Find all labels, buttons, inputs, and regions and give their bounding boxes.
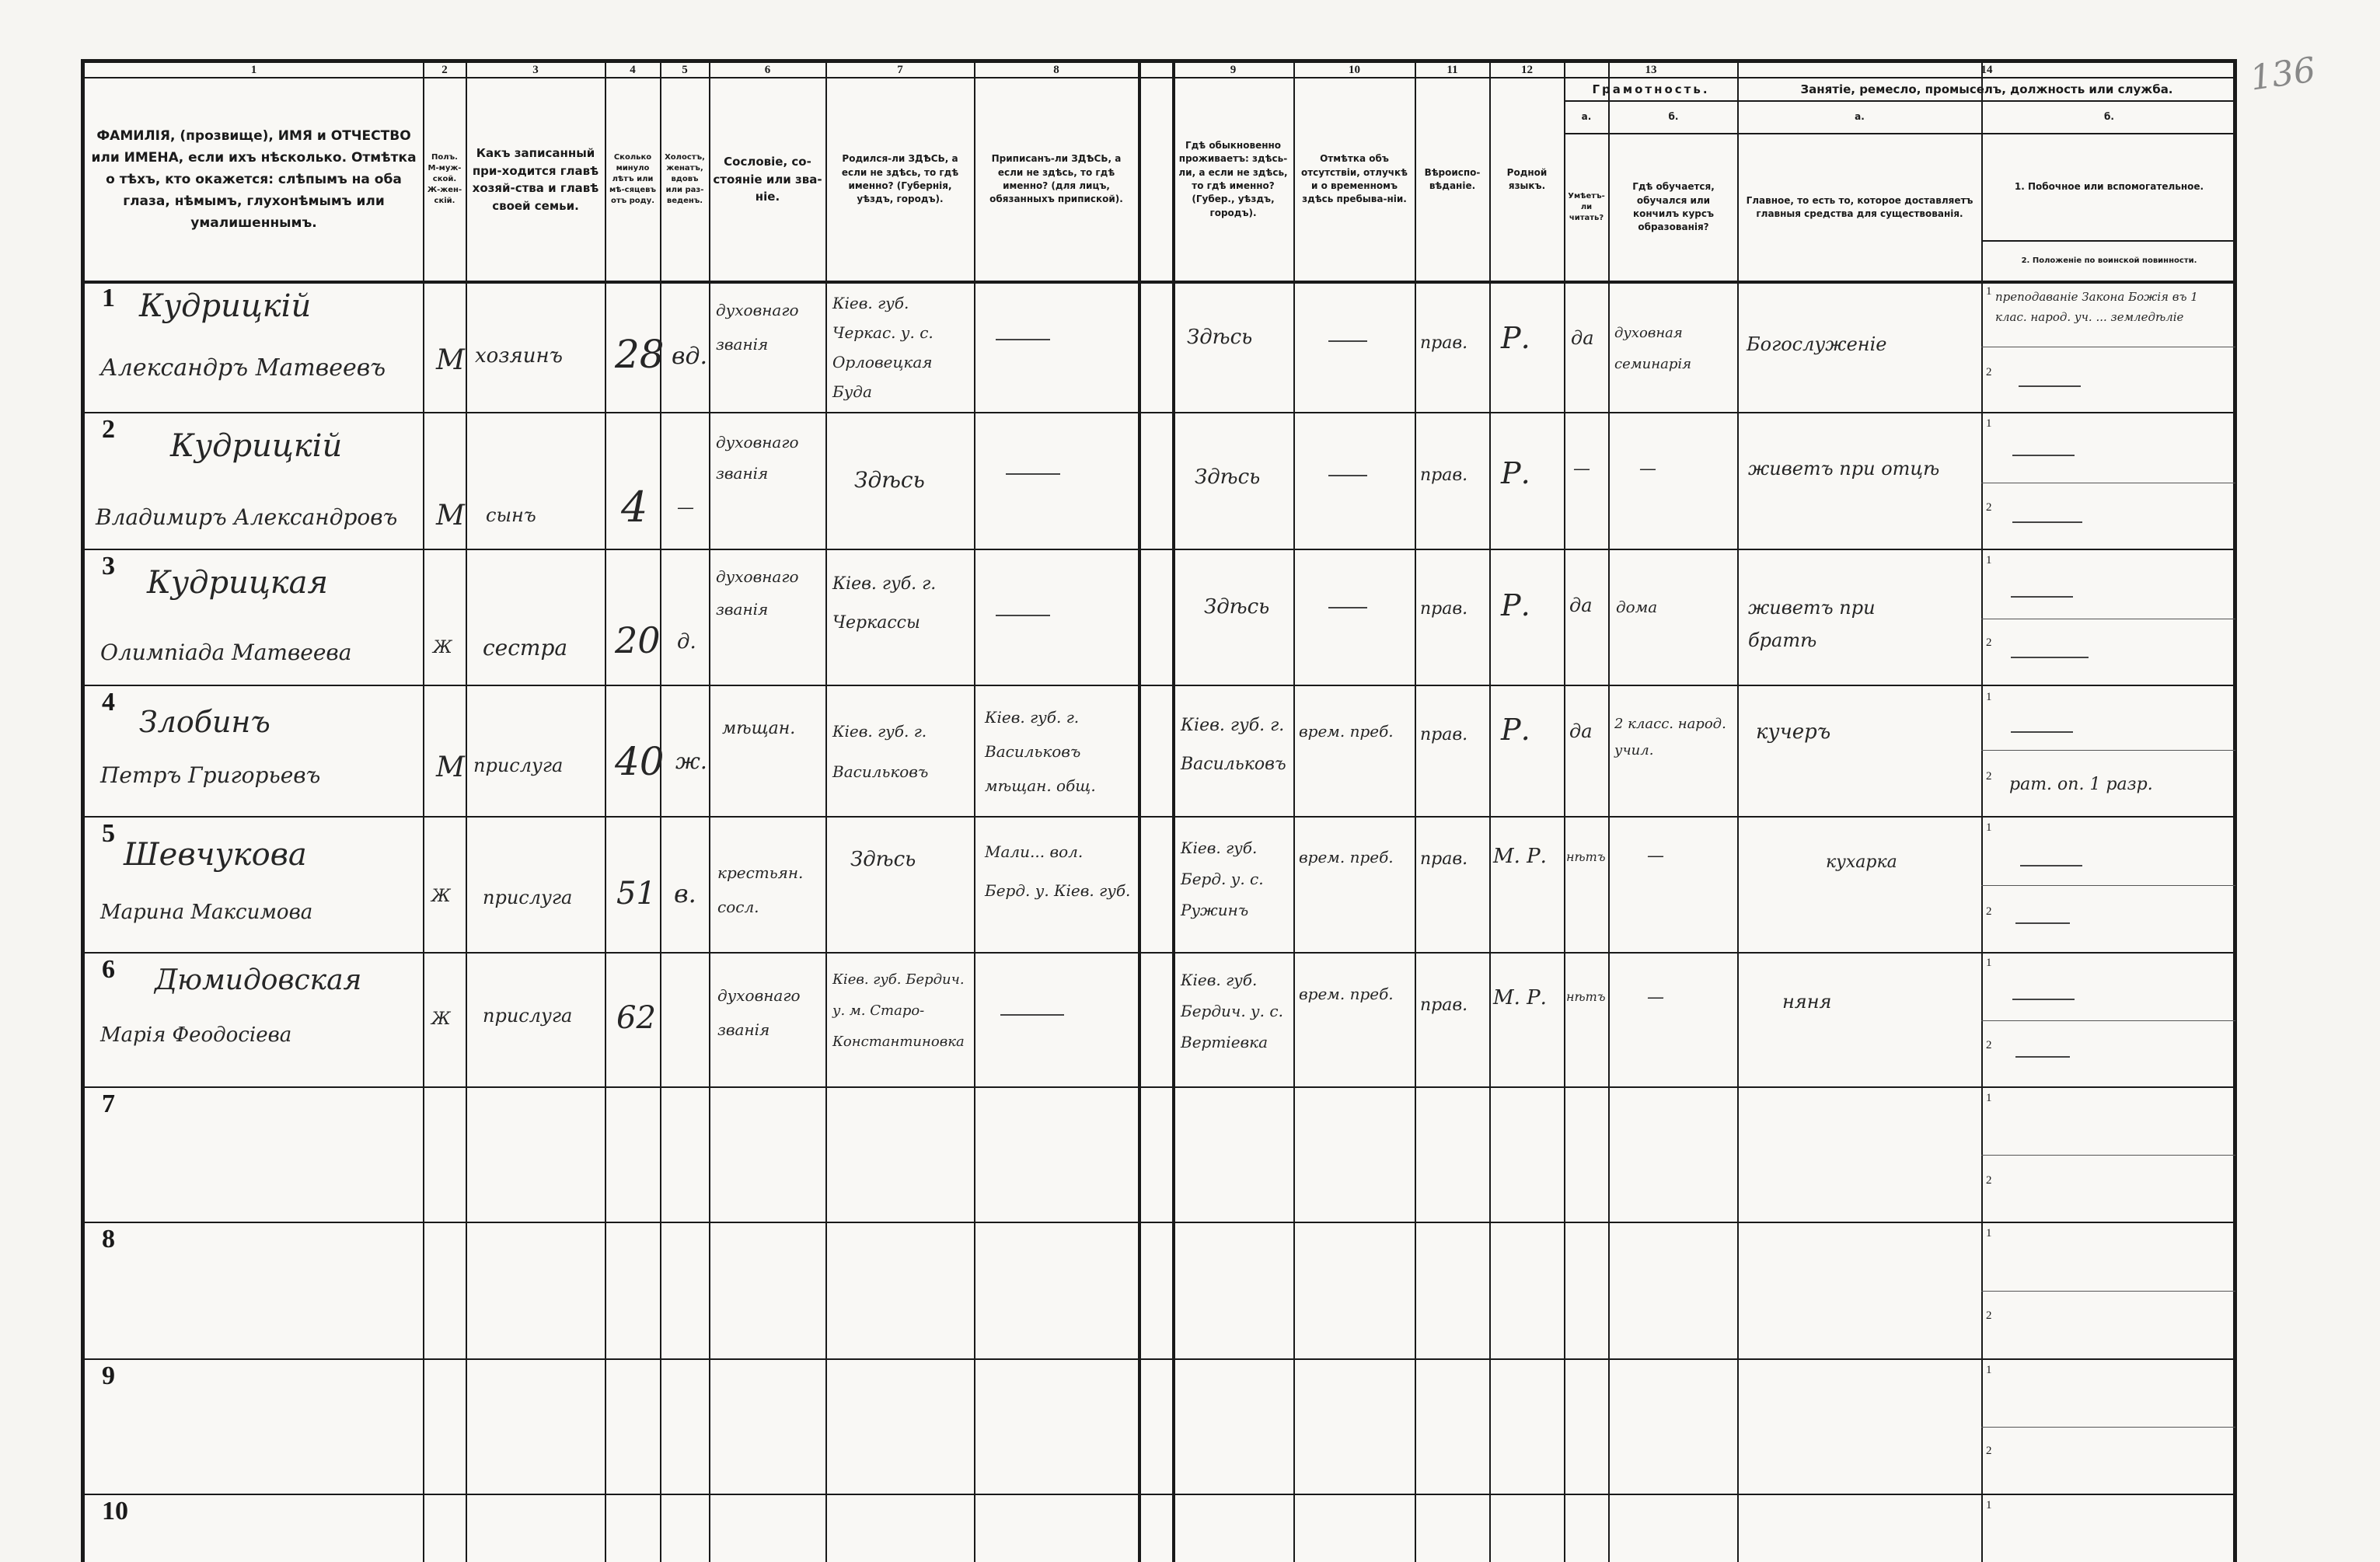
religion: прав. [1420, 599, 1468, 619]
given-name: Владимиръ Александровъ [96, 504, 398, 530]
grid-line [1737, 63, 1739, 1562]
row-rule [85, 281, 2233, 284]
row-number: 5 [102, 819, 115, 848]
occupation-main: живетъ при братѣ [1748, 597, 1876, 651]
occupation-main: живетъ при отцѣ [1748, 458, 1940, 479]
religion: прав. [1420, 333, 1468, 353]
age: 28 [615, 332, 665, 377]
colnum-6: 6 [764, 64, 771, 76]
sub-rule [1981, 1020, 2235, 1021]
estate: духовнаго званія [716, 433, 799, 483]
sub-label: 2 [1986, 1445, 1992, 1457]
literate: да [1571, 327, 1594, 349]
grid-line [1981, 63, 1983, 1562]
language: Р. [1501, 321, 1530, 355]
literate: да [1569, 720, 1593, 742]
colnum-14: 14 [1980, 64, 1993, 76]
header-col4: Сколько минуло лѣтъ или мѣ-сяцевъ отъ роду. [609, 153, 657, 205]
empty-dash [2012, 455, 2075, 456]
residence: Кіев. губ. Берд. у. с. Ружинъ [1181, 839, 1264, 919]
colnum-12: 12 [1521, 64, 1533, 76]
birthplace: Кіев. губ. Бердич. у. м. Старо-Константиновка [832, 971, 965, 1050]
grid-line [1293, 63, 1295, 1562]
surname: Злобинъ [139, 705, 270, 739]
estate: крестьян. сосл. [717, 863, 804, 916]
sub-rule [1981, 750, 2235, 751]
row-number: 3 [102, 552, 115, 581]
literate: нѣтъ [1566, 989, 1606, 1004]
occupation-main: кухарка [1826, 852, 1897, 872]
row-number: 6 [102, 955, 115, 984]
schooling: — [1647, 988, 1664, 1007]
row-number: 2 [102, 415, 115, 444]
sub-label: 2 [1986, 636, 1992, 649]
empty-dash [2015, 922, 2070, 924]
empty-dash [2011, 596, 2073, 598]
occupation-side: преподаваніе Закона Божія въ 1 клас. народ. уч. ... земледѣліе [1995, 290, 2198, 324]
header-col14b1: 1. Побочное или вспомогательное. [2014, 181, 2204, 193]
header-col14b-label: б. [2104, 111, 2114, 123]
age: 62 [616, 1000, 656, 1036]
residence: Кіев. губ. г. Васильковъ [1181, 716, 1286, 774]
sub-label: 1 [1986, 417, 1992, 430]
empty-dash [1328, 607, 1367, 608]
religion: прав. [1420, 725, 1468, 744]
sub-label: 2 [1986, 1309, 1992, 1322]
sex: Ж [433, 638, 452, 657]
header-col13-group: Грамотность. [1592, 82, 1710, 96]
given-name: Александръ Матвеевъ [100, 354, 386, 382]
language: М. Р. [1493, 986, 1547, 1009]
language: Р. [1501, 713, 1530, 747]
sub-label: 1 [1986, 285, 1992, 298]
empty-dash [1328, 340, 1367, 342]
colnum-3: 3 [532, 64, 539, 76]
empty-dash [996, 615, 1050, 616]
relation: прислуга [483, 887, 573, 908]
residence: Здѣсь [1187, 326, 1253, 349]
birthplace: Кіев. губ. г. Васильковъ [832, 722, 929, 781]
sub-label: 1 [1986, 821, 1992, 834]
sub-label: 1 [1986, 1227, 1992, 1239]
religion: прав. [1420, 995, 1468, 1015]
religion: прав. [1420, 849, 1468, 869]
header-col13b: Гдѣ обучается, обучался или кончилъ курсъ образованія? [1632, 181, 1715, 233]
grid-line [423, 63, 424, 1562]
surname: Шевчукова [124, 837, 307, 873]
marital: — [677, 498, 694, 518]
colnum-8: 8 [1053, 64, 1059, 76]
relation: прислуга [483, 1005, 573, 1027]
age: 4 [621, 483, 648, 532]
age: 40 [615, 739, 665, 784]
empty-dash [2020, 865, 2082, 866]
occupation-main: кучеръ [1756, 720, 1831, 744]
row-rule [85, 1222, 2233, 1223]
language: М. Р. [1493, 845, 1547, 868]
colnum-1: 1 [250, 64, 257, 76]
colnum-7: 7 [897, 64, 903, 76]
header-col5: Холостъ, женатъ, вдовъ или раз-веденъ. [665, 153, 705, 205]
header-col13a: Умѣетъ-ли читать? [1568, 192, 1605, 222]
grid-line [466, 63, 467, 1562]
grid-line [660, 63, 661, 1562]
grid-line [1564, 63, 1565, 1562]
surname: Кудрицкій [139, 288, 312, 324]
header-col13b-label: б. [1668, 111, 1679, 123]
absence: врем. преб. [1299, 848, 1394, 866]
empty-dash [2012, 521, 2082, 523]
absence: врем. преб. [1299, 722, 1394, 741]
given-name: Олимпіада Матвеева [100, 640, 352, 665]
header-col12: Родной языкъ. [1506, 166, 1548, 191]
sub-label: 2 [1986, 905, 1992, 918]
age: 20 [615, 619, 661, 661]
header-col7: Родился-ли ЗДѢСЬ, а если не здѣсь, то гдѣ именно? (Губернія, уѣздъ, городъ). [841, 153, 959, 205]
language: Р. [1501, 588, 1530, 622]
row-number: 8 [102, 1225, 115, 1253]
sub-rule [1981, 1291, 2235, 1292]
header-col14a-label: а. [1855, 111, 1865, 123]
empty-dash [1000, 1014, 1064, 1016]
empty-dash [2011, 731, 2073, 733]
sex: Ж [431, 1009, 451, 1029]
colnum-11: 11 [1446, 64, 1458, 76]
literate: нѣтъ [1566, 849, 1606, 864]
header-col6: Сословіе, со-стояніе или зва-ніе. [713, 155, 822, 204]
sub-label: 2 [1986, 1174, 1992, 1187]
relation: сынъ [486, 504, 536, 526]
row-number: 10 [102, 1497, 128, 1525]
sub-label: 2 [1986, 770, 1992, 783]
sub-label: 1 [1986, 691, 1992, 703]
marital: в. [674, 879, 696, 908]
schooling: духовная семинарія [1614, 325, 1692, 372]
header-col10: Отмѣтка объ отсутствіи, отлучкѣ и о временномъ здѣсь пребыва-ніи. [1300, 153, 1408, 205]
given-name: Марина Максимова [100, 901, 313, 924]
colnum-5: 5 [682, 64, 688, 76]
sub-label: 2 [1986, 366, 1992, 378]
header-col8: Приписанъ-ли ЗДѢСЬ, а если не здѣсь, то гдѣ именно? (для лицъ, обязанныхъ припиской). [989, 153, 1123, 205]
military-status: рат. оп. 1 разр. [2009, 775, 2153, 794]
colnum-4: 4 [630, 64, 636, 76]
sex: М [436, 500, 465, 532]
header-col14b2: 2. Положеніе по воинской повинности. [2021, 256, 2197, 265]
sub-label: 1 [1986, 957, 1992, 969]
relation: сестра [483, 635, 568, 661]
row-rule [85, 1494, 2233, 1495]
archive-page-number: 136 [2247, 50, 2319, 99]
residence: Здѣсь [1195, 465, 1261, 489]
relation: хозяинъ [475, 344, 563, 368]
grid-line [605, 63, 606, 1562]
surname: Дюмидовская [155, 964, 362, 996]
grid-line [825, 63, 827, 1562]
empty-dash [2019, 385, 2081, 387]
birthplace: Здѣсь [854, 467, 925, 493]
schooling: 2 класс. народ. учил. [1614, 716, 1726, 758]
empty-dash [1006, 473, 1060, 475]
schooling: дома [1616, 598, 1658, 616]
absence: врем. преб. [1299, 985, 1394, 1003]
header-col1: ФАМИЛІЯ, (прозвище), ИМЯ и ОТЧЕСТВО или ИМЕНА, если ихъ нѣсколько. Отмѣтка о тѣхъ, кто окажется: слѣпымъ на оба глаза, нѣмымъ, глухонѣмымъ или умалишеннымъ. [91, 127, 417, 232]
occupation-main: Богослуженіе [1747, 333, 1887, 355]
row-number: 9 [102, 1362, 115, 1390]
grid-line [974, 63, 975, 1562]
sex: М [436, 751, 465, 783]
sex: Ж [431, 887, 451, 906]
residence: Здѣсь [1204, 595, 1270, 619]
header-col9: Гдѣ обыкновенно проживаетъ: здѣсь-ли, а если не здѣсь, то гдѣ именно? (Губер., уѣздъ, городъ). [1178, 139, 1288, 218]
sex: М [436, 344, 465, 376]
sub-label: 1 [1986, 1499, 1992, 1511]
estate: духовнаго званія [716, 301, 799, 354]
given-name: Марія Феодосіева [100, 1023, 292, 1047]
sub-label: 2 [1986, 1039, 1992, 1051]
sub-label: 1 [1986, 1364, 1992, 1376]
row-rule [85, 412, 2233, 413]
census-sheet [81, 59, 2237, 1562]
schooling: — [1639, 459, 1656, 479]
header-col13a-label: а. [1581, 111, 1592, 123]
header-col14a: Главное, то есть то, которое доставляетъ главныя средства для существованія. [1746, 194, 1973, 219]
birthplace: Кіев. губ. Черкас. у. с. Орловецкая Буда [832, 294, 934, 401]
age: 51 [616, 876, 656, 912]
religion: прав. [1420, 465, 1468, 485]
grid-line [1172, 63, 1175, 1562]
empty-dash [2012, 999, 2075, 1000]
row-number: 7 [102, 1090, 115, 1118]
marital: д. [677, 630, 696, 654]
literate: — [1573, 459, 1590, 479]
colnum-2: 2 [441, 64, 448, 76]
language: Р. [1501, 456, 1530, 490]
sub-rule [1981, 1155, 2235, 1156]
row-rule [85, 685, 2233, 686]
estate: духовнаго званія [717, 986, 801, 1039]
colnum-13: 13 [1645, 64, 1657, 76]
header-col14-group: Занятіе, ремесло, промыселъ, должность или служба. [1800, 82, 2173, 96]
literate: да [1569, 594, 1593, 616]
row-rule [85, 1086, 2233, 1088]
row-number: 1 [102, 284, 115, 312]
empty-dash [2015, 1056, 2070, 1058]
birthplace: Кіев. губ. г. Черкассы [832, 574, 937, 633]
birthplace: Здѣсь [850, 848, 916, 871]
estate: мѣщан. [722, 719, 796, 738]
header-col11: Вѣроиспо-вѣданіе. [1424, 166, 1481, 191]
grid-line [709, 63, 710, 1562]
grid-line [1489, 63, 1491, 1562]
schooling: — [1647, 846, 1664, 866]
header-col3: Какъ записанный при-ходится главѣ хозяй-ства и главѣ своей семьи. [472, 146, 599, 213]
empty-dash [996, 339, 1050, 340]
grid-line [1138, 63, 1141, 1562]
colnum-10: 10 [1349, 64, 1360, 76]
sub-rule [1981, 1427, 2235, 1428]
surname: Кудрицкій [170, 428, 343, 464]
empty-dash [2011, 657, 2089, 658]
grid-line [1415, 63, 1416, 1562]
row-rule [85, 549, 2233, 550]
row-number: 4 [102, 688, 115, 716]
registered: Мали... вол. Берд. у. Кіев. губ. [985, 842, 1131, 900]
row-rule [85, 1358, 2233, 1360]
sub-label: 1 [1986, 1092, 1992, 1104]
occupation-main: няня [1782, 991, 1832, 1013]
sub-rule [1981, 885, 2235, 886]
sub-label: 2 [1986, 501, 1992, 514]
marital: ж. [675, 748, 707, 774]
estate: духовнаго званія [716, 567, 799, 619]
marital: вд. [672, 343, 708, 370]
empty-dash [1328, 475, 1367, 476]
given-name: Петръ Григорьевъ [100, 762, 321, 788]
residence: Кіев. губ. Бердич. у. с. Вертіевка [1181, 971, 1283, 1051]
surname: Кудрицкая [147, 565, 329, 601]
colnum-9: 9 [1230, 64, 1237, 76]
registered: Кіев. губ. г. Васильковъ мѣщан. общ. [985, 708, 1096, 795]
sub-label: 1 [1986, 554, 1992, 567]
header-col2: Полъ. М-муж-ской. Ж-жен-скій. [427, 153, 462, 205]
row-rule [85, 816, 2233, 818]
grid-line [1608, 63, 1610, 1562]
relation: прислуга [473, 755, 564, 776]
row-rule [85, 952, 2233, 954]
